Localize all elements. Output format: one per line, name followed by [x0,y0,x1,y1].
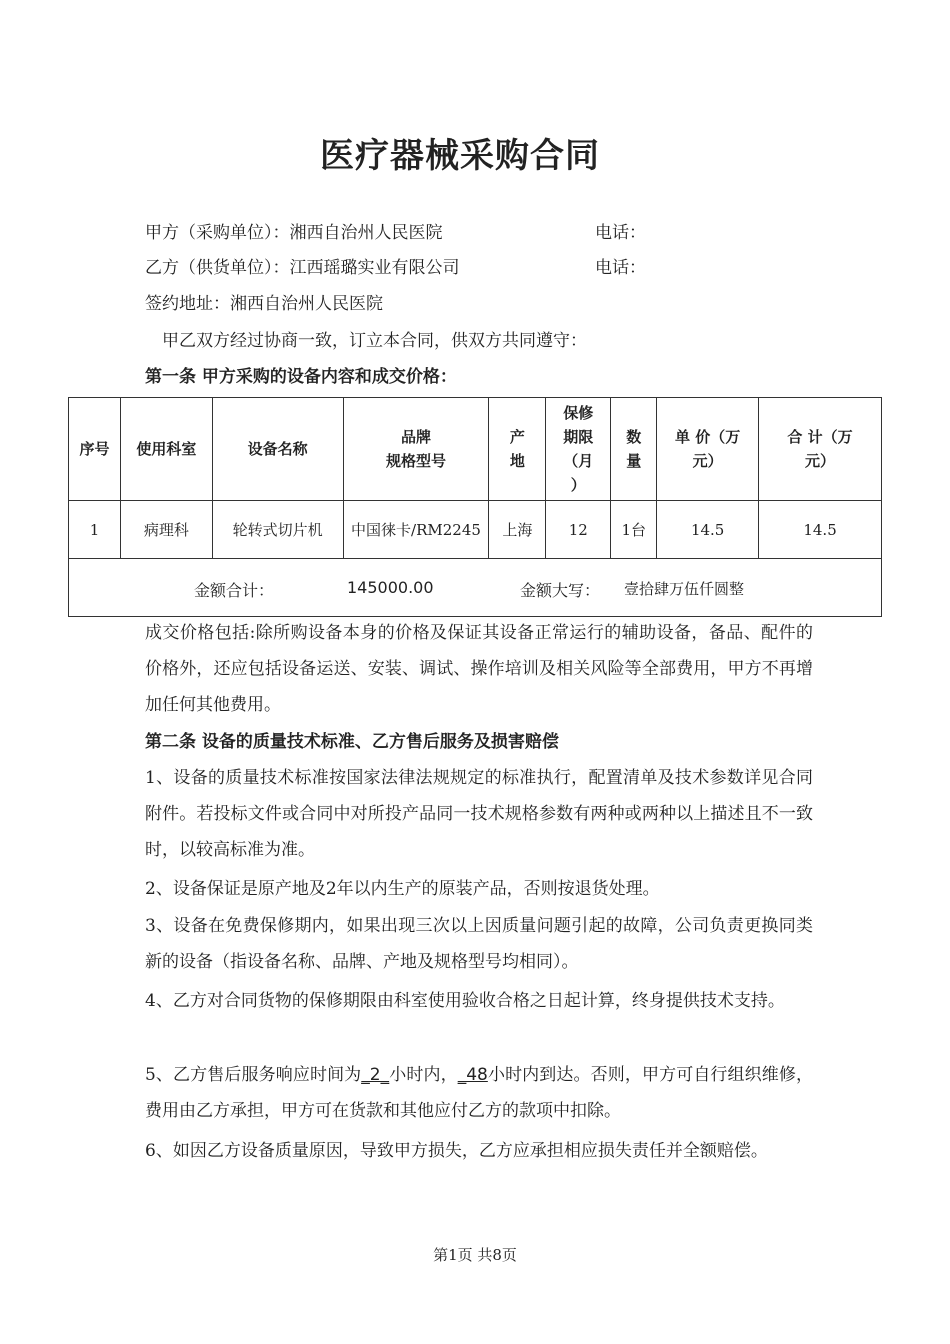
clause-1: 1、设备的质量技术标准按国家法律法规规定的标准执行，配置清单及技术参数详见合同附件。若投标文件或合同中对所投产品同一技术规格参数有两种或两种以上描述且不一致时，以较高标准为准。 [145,768,813,860]
response-hours: _2_ [361,1065,390,1085]
table-total-row [69,559,882,617]
sum-words: 壹拾肆万伍仟圆整 [624,580,745,598]
total-cell [69,559,882,617]
header-name: 设备名称 [212,398,343,501]
cell-qty: 1台 [611,501,657,559]
arrival-hours: _48 [457,1065,488,1085]
header-unit-price: 单 价（万 元） [657,398,759,501]
header-qty: 数 量 [611,398,657,501]
cell-no: 1 [69,501,121,559]
sum-label: 金额合计： [194,581,275,600]
header-dept: 使用科室 [120,398,212,501]
clause-5: 5、乙方售后服务响应时间为_2_小时内，_48小时内到达。否则，甲方可自行组织维修，费用由乙方承担，甲方可在货款和其他应付乙方的款项中扣除。 [145,1065,814,1121]
header-no: 序号 [69,398,121,501]
cell-brand: 中国徕卡/RM2245 [343,501,489,559]
clause-3: 3、设备在免费保修期内，如果出现三次以上因质量问题引起的故障，公司负责更换同类新的设备（指设备名称、品牌、产地及规格型号均相同）。 [145,916,813,972]
sum-value: 145000.00 [347,578,434,597]
page-footer: 第1页 共8页 [433,1246,517,1264]
cell-warranty: 12 [546,501,611,559]
article2-title: 第二条 设备的质量技术标准、乙方售后服务及损害赔偿 [145,732,559,752]
header-warranty: 保修 期限 （月 ） [546,398,611,501]
cell-total: 14.5 [759,501,882,559]
header-total: 合 计（万 元） [759,398,882,501]
cell-dept: 病理科 [120,501,212,559]
article1-title: 第一条 甲方采购的设备内容和成交价格： [145,367,457,387]
sign-place: 签约地址：湘西自治州人民医院 [145,294,383,314]
sum-words-label: 金额大写： [520,581,601,600]
party-a-line: 甲方（采购单位）：湘西自治州人民医院 [145,223,443,243]
clause-6: 6、如因乙方设备质量原因，导致甲方损失，乙方应承担相应损失责任并全额赔偿。 [145,1141,768,1161]
clause-4: 4、乙方对合同货物的保修期限由科室使用验收合格之日起计算，终身提供技术支持。 [145,991,785,1011]
price-note: 成交价格包括:除所购设备本身的价格及保证其设备正常运行的辅助设备，备品、配件的价格外，还应包括设备运送、安装、调试、操作培训及相关风险等全部费用，甲方不再增加任何其他费用。 [145,623,813,715]
document-title: 医疗器械采购合同 [320,136,600,176]
clause-2: 2、设备保证是原产地及2年以内生产的原装产品，否则按退货处理。 [145,879,660,899]
procurement-table [68,397,882,617]
cell-name: 轮转式切片机 [212,501,343,559]
table-row [69,501,882,559]
header-brand: 品牌 规格型号 [343,398,489,501]
cell-origin: 上海 [489,501,546,559]
party-b-phone: 电话： [595,258,646,278]
cell-unit-price: 14.5 [657,501,759,559]
party-b-line: 乙方（供货单位）：江西瑶璐实业有限公司 [145,258,460,278]
party-a-phone: 电话： [595,223,646,243]
table-header-row [69,398,882,501]
intro-text: 甲乙双方经过协商一致，订立本合同，供双方共同遵守： [162,331,587,351]
header-origin: 产 地 [489,398,546,501]
